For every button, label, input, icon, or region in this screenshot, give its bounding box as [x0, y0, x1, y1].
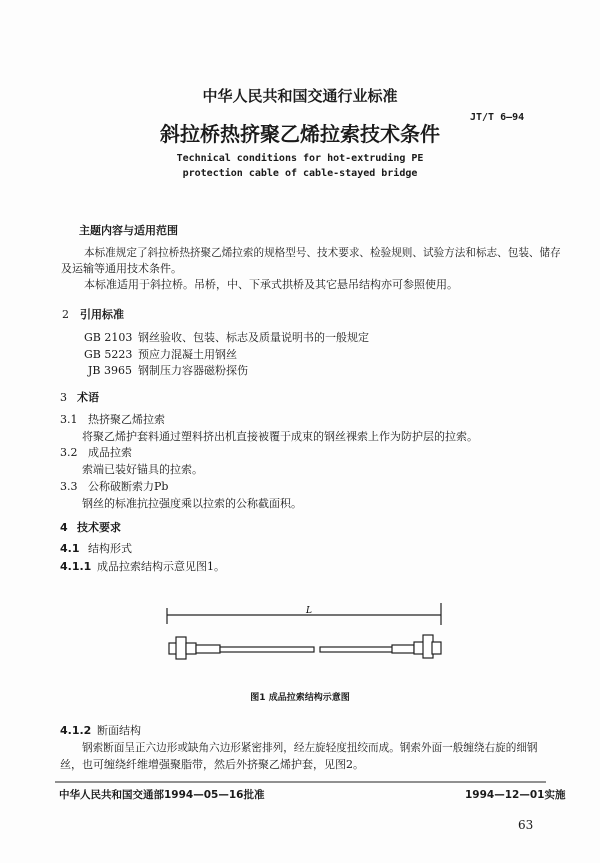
- section-2-num: 2: [62, 308, 69, 321]
- section-1-heading: 主题内容与适用范围: [79, 224, 178, 237]
- ref-title: 钢丝验收、包装、标志及质量说明书的一般规定: [138, 331, 369, 344]
- section-4-1-num: 4.1: [60, 542, 80, 555]
- anchor-right-tube: [392, 645, 414, 653]
- section-1-para-cont: 及运输等通用技术条件。: [61, 262, 182, 275]
- section-4-1-2-num: 4.1.2: [60, 724, 92, 737]
- ref-code: GB 2103: [84, 331, 133, 344]
- term: 热挤聚乙烯拉索: [88, 413, 165, 426]
- term-definition: 钢丝的标准抗拉强度乘以拉索的公称截面积。: [82, 497, 302, 510]
- anchor-left-sleeve: [186, 643, 196, 654]
- section-4-1-2-para-cont: 丝，也可缠绕纤维增强聚脂带，然后外挤聚乙烯护套，见图2。: [60, 758, 364, 771]
- title-en-1: Technical conditions for hot-extruding PE: [176, 153, 424, 164]
- ref-code: GB 5223: [84, 348, 133, 361]
- issuing-org: 中华人民共和国交通行业标准: [202, 87, 398, 105]
- term-definition: 索端已装好锚具的拉索。: [82, 463, 203, 476]
- standard-code: JT/T 6—94: [470, 112, 525, 123]
- section-3-heading: 术语: [77, 391, 99, 404]
- section-4-num: 4: [60, 521, 68, 534]
- term: 成品拉索: [88, 446, 132, 459]
- section-4-1-heading: 结构形式: [88, 542, 132, 555]
- term: 公称破断索力Pb: [88, 480, 169, 493]
- title-cn: 斜拉桥热挤聚乙烯拉索技术条件: [160, 122, 440, 146]
- term-num: 3.1: [60, 413, 78, 426]
- section-4-1-2-heading: 断面结构: [97, 724, 141, 737]
- section-4-heading: 技术要求: [77, 521, 121, 534]
- ref-title: 预应力混凝土用钢丝: [138, 348, 237, 361]
- anchor-left-tube: [196, 645, 220, 653]
- section-4-1-1-num: 4.1.1: [60, 560, 92, 573]
- section-3-num: 3: [60, 391, 67, 404]
- approval-note: 中华人民共和国交通部1994—05—16批准: [59, 789, 265, 801]
- anchor-left-nut: [176, 637, 186, 659]
- ref-title: 钢制压力容器磁粉探伤: [138, 364, 248, 377]
- section-1-para: 本标准规定了斜拉桥热挤聚乙烯拉索的规格型号、技术要求、检验规则、试验方法和标志、包装、储存: [84, 247, 561, 259]
- term-definition: 将聚乙烯护套料通过塑料挤出机直接被覆于成束的钢丝裸索上作为防护层的拉索。: [82, 430, 478, 443]
- page-number: 63: [518, 818, 534, 832]
- cable-left: [220, 647, 314, 652]
- term-num: 3.2: [60, 446, 78, 459]
- title-en-2: protection cable of cable-stayed bridge: [182, 168, 418, 179]
- ref-code: JB 3965: [88, 364, 132, 377]
- dimension-label: L: [306, 606, 312, 616]
- figure-caption: 图1 成品拉索结构示意图: [250, 693, 350, 703]
- anchor-right-cap: [432, 642, 441, 654]
- section-2-heading: 引用标准: [80, 308, 124, 321]
- section-4-1-2-para: 钢索断面呈正六边形或缺角六边形紧密排列，经左旋轻度扭绞而成。钢索外面一般缠绕右旋的细钢: [82, 742, 538, 754]
- effective-date: 1994—12—01实施: [465, 789, 566, 801]
- section-1-para-2: 本标准适用于斜拉桥。吊桥，中、下承式拱桥及其它悬吊结构亦可参照使用。: [84, 278, 458, 291]
- term-num: 3.3: [60, 480, 78, 493]
- section-4-1-1-text: 成品拉索结构示意见图1。: [97, 560, 225, 573]
